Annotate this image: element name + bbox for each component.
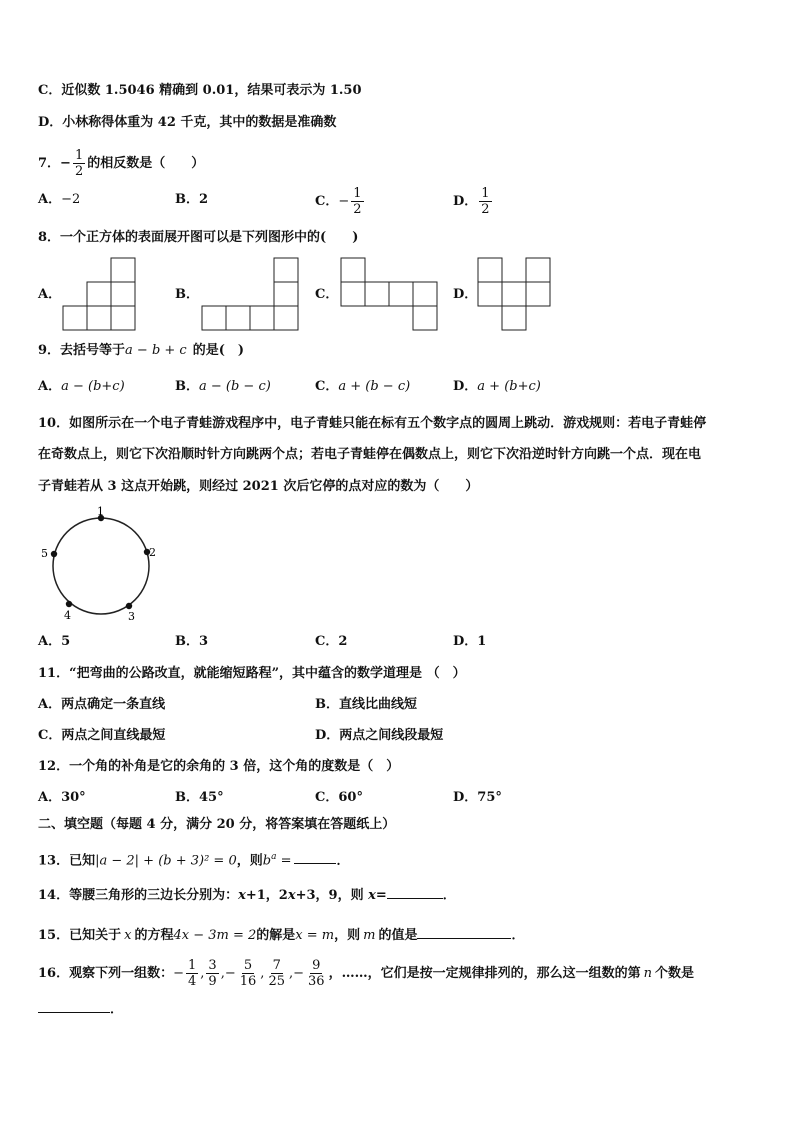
q9-option-c: C．a + (b − c) (315, 379, 411, 394)
point-4-label: 4 (64, 609, 71, 622)
q10-option-c: C．2 (315, 634, 348, 649)
q10-circle-diagram (35, 500, 165, 630)
q6-option-d: D．小林称得体重为 42 千克，其中的数据是准确数 (38, 115, 337, 130)
q7-number: 7． (38, 156, 61, 171)
net-d (478, 258, 550, 330)
q11-option-b: B．直线比曲线短 (315, 697, 417, 712)
q12-option-d: D．75° (453, 790, 502, 805)
q12-option-b: B．45° (175, 790, 224, 805)
q10-circle (53, 518, 149, 614)
section-2-title: 二、填空题（每题 4 分，满分 20 分，将答案填在答题纸上） (38, 817, 396, 832)
point-5-dot (51, 551, 57, 557)
q7-option-d: D． $\frac{1}{2}$ (453, 186, 490, 217)
q9-option-b: B．a − (b − c) (175, 379, 271, 394)
q8-nets (0, 0, 794, 345)
q9-stem: 9．去括号等于a − b + c 的是( ) (38, 343, 245, 358)
q7-option-c: C．− $\frac{1}{2}$ (315, 186, 362, 217)
q7-fraction: $\frac{1}{2}$ (74, 148, 84, 179)
q12-option-c: C．60° (315, 790, 363, 805)
q6-option-c: C．近似数 1.5046 精确到 0.01，结果可表示为 1.50 (38, 83, 362, 98)
q13-answer-blank[interactable] (294, 849, 336, 864)
point-1-label: 1 (97, 505, 104, 518)
q16-answer-blank[interactable] (38, 998, 110, 1013)
q7-option-a: A．−2 (38, 192, 81, 207)
q11-option-d: D．两点之间线段最短 (315, 728, 444, 743)
q10-option-d: D．1 (453, 634, 487, 649)
q13-stem: 13．已知|a − 2| + (b + 3)² = 0，则$b^a$ = ． (38, 847, 350, 871)
q12-option-a: A．30° (38, 790, 86, 805)
net-b (202, 258, 298, 330)
q12-stem: 12．一个角的补角是它的余角的 3 倍，这个角的度数是（ ） (38, 759, 400, 774)
q8-stem: 8．一个正方体的表面展开图可以是下列图形中的( ) (38, 230, 359, 245)
q16-answer-line: ． (38, 998, 123, 1020)
point-3-label: 3 (128, 610, 135, 623)
q15-equation: 4x − 3m = 2 (173, 928, 257, 943)
q8-label-d: D． (453, 287, 478, 302)
q11-stem: 11．“把弯曲的公路改直，就能缩短路程”，其中蕴含的数学道理是 （ ） (38, 666, 466, 681)
q13-equation: |a − 2| + (b + 3)² = 0 (95, 853, 237, 869)
q9-option-d: D．a + (b+c) (453, 379, 541, 394)
q15-stem: 15．已知关于 x 的方程4x − 3m = 2的解是x = m，则 m 的值是 ． (38, 924, 524, 946)
q14-answer-blank[interactable] (387, 884, 443, 899)
point-3-dot (126, 603, 132, 609)
q11-option-a: A．两点确定一条直线 (38, 697, 166, 712)
q7-minus: − (60, 156, 71, 171)
q10-line-1: 10．如图所示在一个电子青蛙游戏程序中，电子青蛙只能在标有五个数字点的圆周上跳动．游戏规则：若电子青蛙停 (38, 416, 707, 431)
point-5-label: 5 (41, 547, 48, 560)
q10-option-b: B．3 (175, 634, 209, 649)
net-c (341, 258, 437, 330)
q16-stem: 16．观察下列一组数：− $\frac{1}{4}$ , $\frac{3}{9}$ ,− $\frac{5}{16}$ , $\frac{7}{25}$ ,− $\frac{9}{36}$ ，……，它们是按一定规律排列的，那么这一组数的第 n 个数是 (38, 958, 694, 989)
point-4-dot (66, 601, 72, 607)
q10-line-3: 子青蛙若从 3 这点开始跳，则经过 2021 次后它停的点对应的数为（ ） (38, 479, 479, 494)
q7-option-b: B．2 (175, 192, 209, 207)
point-2-label: 2 (149, 546, 156, 559)
q8-label-c: C． (315, 287, 339, 302)
q15-answer-blank[interactable] (417, 924, 511, 939)
q11-option-c: C．两点之间直线最短 (38, 728, 166, 743)
q9-expression: a − b + c (125, 343, 187, 358)
q8-label-b: B． (175, 287, 199, 302)
q16-sequence: − $\frac{1}{4}$ , $\frac{3}{9}$ ,− $\frac{5}{16}$ , $\frac{7}{25}$ ,− $\frac{9}{36}$ (173, 958, 325, 989)
q10-line-2: 在奇数点上，则它下次沿顺时针方向跳两个点；若电子青蛙停在偶数点上，则它下次沿逆时针方向跳一个点．现在电 (38, 447, 702, 462)
q8-label-a: A． (38, 287, 62, 302)
q7-stem-text: 的相反数是（ ） (87, 156, 205, 171)
q10-option-a: A．5 (38, 634, 71, 649)
q9-option-a: A．a − (b+c) (38, 379, 125, 394)
net-a (63, 258, 135, 330)
q14-stem: 14．等腰三角形的三边长分别为：x+1，2x+3，9，则 x= ． (38, 884, 456, 906)
